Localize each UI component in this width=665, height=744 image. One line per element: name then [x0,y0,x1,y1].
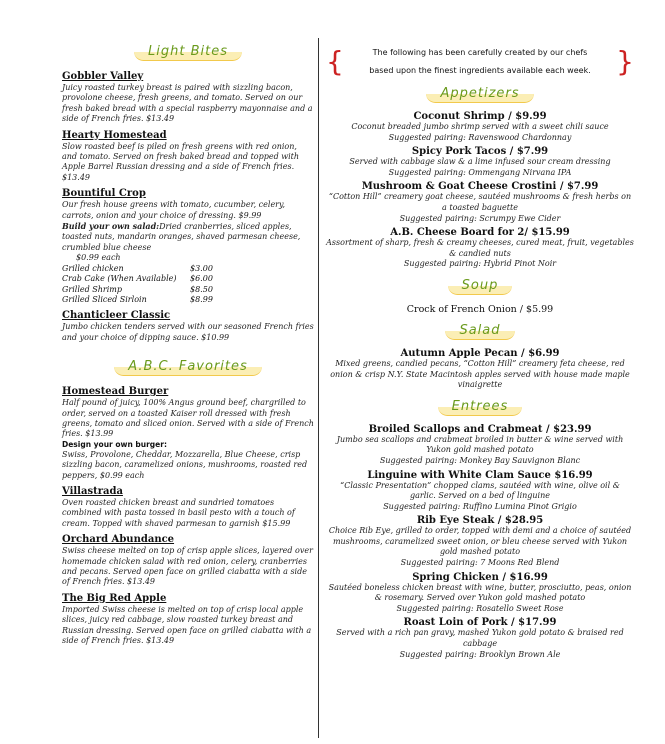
item-name: Spicy Pork Tacos / $7.99 [411,146,549,158]
column-divider [318,38,319,738]
item-name: A.B. Cheese Board for 2/ $15.99 [390,227,570,239]
item-name: Homestead Burger [62,386,169,398]
menu-item [326,181,634,224]
menu-item [326,515,634,568]
addon-price: $3.00 [190,263,213,273]
addon-row [62,295,314,305]
menu-item [62,310,314,343]
addon-row [62,264,314,274]
item-desc: Choice Rib Eye, grilled to order, topped with demi and a choice of sautéed mushrooms, caramelized sweet onion, or bleu cheese served with Yukon gold mashed potato [328,526,632,557]
item-desc: Juicy roasted turkey breast is paired with sizzling bacon, provolone cheese, fresh greens, and tomato. Served on our fresh baked bread with a special raspberry mayonnaise and a side of French fries. $13.49 [62,83,313,124]
design-desc: Swiss, Provolone, Cheddar, Mozzarella, Blue Cheese, crisp sizzling bacon, caramelized onions, mushrooms, roasted red peppers, $0.99 each [62,449,308,480]
entrees-heading: Entrees [326,395,634,421]
addon-price: $8.50 [190,284,213,294]
item-desc: Jumbo chicken tenders served with our seasoned French fries and your choice of dipping sauce. $10.99 [62,322,314,342]
soup-item: Crock of French Onion / $5.99 [406,303,554,315]
addon-row [62,274,314,284]
item-pairing: Suggested pairing: Scrumpy Ewe Cider [399,213,561,223]
item-desc: Served with a rich pan gravy, mashed Yukon gold potato & braised red cabbage [336,628,624,649]
homestead-burger [62,386,314,481]
item-name: Linguine with White Clam Sauce $16.99 [367,469,593,481]
item-desc: “Cotton Hill” creamery goat cheese, sautéed mushrooms & fresh herbs on a toasted baguette [328,192,632,212]
item-pairing: Suggested pairing: Monkey Bay Sauvignon Blanc [379,455,581,465]
item-desc: Oven roasted chicken breast and sundried tomatoes combined with pasta tossed in basil pesto with a touch of cream. Topped with shaved parmesan to garnish $15.99 [62,497,295,528]
right-bracket-icon: } [616,45,634,78]
menu-item [326,617,634,660]
build-desc: Dried cranberries, sliced apples, toasted nuts, mandarin oranges, shaved parmesan cheese, crumbled blue cheese [62,222,301,252]
item-name: Gobbler Valley [62,71,144,82]
menu-item [62,486,314,529]
menu-item [326,111,634,143]
item-pairing: Suggested pairing: Ravenswood Chardonnay [388,132,572,142]
build-price: $0.99 each [76,253,121,263]
right-column [326,38,634,660]
item-name: Spring Chicken / $16.99 [412,571,548,583]
item-name: Coconut Shrimp / $9.99 [413,111,547,122]
left-column [62,40,314,646]
light-bites-heading: Light Bites [62,40,314,66]
design-label: Design your own burger: [62,439,167,449]
abc-favorites-heading: A.B.C. Favorites [62,355,314,381]
item-pairing: Suggested pairing: Brooklyn Brown Ale [399,649,561,659]
addon-name: Grilled Sliced Sirloin [62,294,147,304]
soup-heading: Soup [326,274,634,300]
chef-intro [326,44,634,80]
salad-heading: Salad [326,319,634,345]
appetizers-heading: Appetizers [326,82,634,108]
menu-item [62,71,314,125]
build-salad [62,221,314,253]
left-bracket-icon: { [326,45,344,78]
item-name: Autumn Apple Pecan / $6.99 [400,347,560,359]
item-desc: Jumbo sea scallops and crabmeat broiled in butter & wine served with Yukon gold mashed potato [336,434,624,455]
item-pairing: Suggested pairing: Hybrid Pinot Noir [403,259,557,269]
item-name: Chanticleer Classic [62,310,171,322]
item-desc: Our fresh house greens with tomato, cucumber, celery, carrots, onion and your choice of dressing. $9.99 [62,200,286,220]
menu-item [326,470,634,513]
item-desc: Mixed greens, candied pecans, “Cotton Hill” creamery feta cheese, red onion & crisp N.Y. State Macintosh apples served with house made maple vinaigrette [330,358,630,390]
addon-name: Crab Cake (When Available) [62,274,177,284]
menu-item [62,534,314,588]
bountiful-crop [62,188,314,305]
menu-item [62,130,314,184]
item-pairing: Suggested pairing: Ruffino Lumina Pinot Grigio [383,501,577,511]
menu-item [326,424,634,467]
item-name: The Big Red Apple [62,592,167,604]
item-pairing: Suggested pairing: 7 Moons Red Blend [400,558,560,568]
item-pairing: Suggested pairing: Rosatello Sweet Rose [396,603,564,613]
item-name: Hearty Homestead [62,129,167,141]
item-desc: Coconut breaded jumbo shrimp served with a sweet chili sauce [351,122,609,131]
item-name: Mushroom & Goat Cheese Crostini / $7.99 [361,181,599,193]
item-desc: Half pound of juicy, 100% Angus ground beef, chargrilled to order, served on a toasted Kaiser roll dressed with fresh greens, tomato and sliced onion. Served with a side of French fries. $13.99 [62,398,314,439]
addon-row [62,285,314,295]
intro-line: based upon the finest ingredients available each week. [369,66,591,75]
menu-item [62,593,314,647]
item-desc: Imported Swiss cheese is melted on top of crisp local apple slices, juicy red cabbage, slow roasted turkey breast and Russian dressing. Served open face on grilled ciabatta with a side of French fries. $13.49 [62,604,312,646]
menu-item [326,227,634,270]
addon-price: $8.99 [190,294,213,304]
build-label: Build your own salad: [62,221,160,232]
item-desc: Swiss cheese melted on top of crisp apple slices, layered over homemade chicken salad with red onion, celery, cranberries and pecans. Served open face on grilled ciabatta with a side of French fries. $13.49 [62,546,313,587]
addon-name: Grilled Shrimp [62,284,123,294]
addon-name: Grilled chicken [62,263,124,273]
item-name: Rib Eye Steak / $28.95 [416,515,544,527]
item-desc: Served with cabbage slaw & a lime infused sour cream dressing [349,157,611,167]
intro-line: The following has been carefully created by our chefs [372,48,588,57]
addon-price: $6.00 [190,274,213,284]
item-name: Villastrada [62,485,123,497]
item-desc: Sautéed boneless chicken breast with wine, butter, prosciutto, peas, onion & rosemary. Served over Yukon gold mashed potato [328,582,632,603]
item-name: Broiled Scallops and Crabmeat / $23.99 [368,423,592,435]
item-desc: Assortment of sharp, fresh & creamy cheeses, cured meat, fruit, vegetables & candied nuts [326,238,634,258]
item-name: Bountiful Crop [62,188,146,200]
menu-item [326,348,634,391]
item-desc: “Classic Presentation” chopped clams, sautéed with wine, olive oil & garlic. Served on a bed of linguine [340,480,620,501]
menu-item [326,572,634,615]
item-name: Orchard Abundance [62,534,175,546]
item-desc: Slow roasted beef is piled on fresh greens with red onion, and tomato. Served on fresh baked bread and topped with Apple Barrel Russian dressing and a side of French fries. $13.49 [62,141,300,182]
item-pairing: Suggested pairing: Ommengang Nirvana IPA [388,167,572,177]
menu-item [326,146,634,178]
item-name: Roast Loin of Pork / $17.99 [403,617,557,629]
